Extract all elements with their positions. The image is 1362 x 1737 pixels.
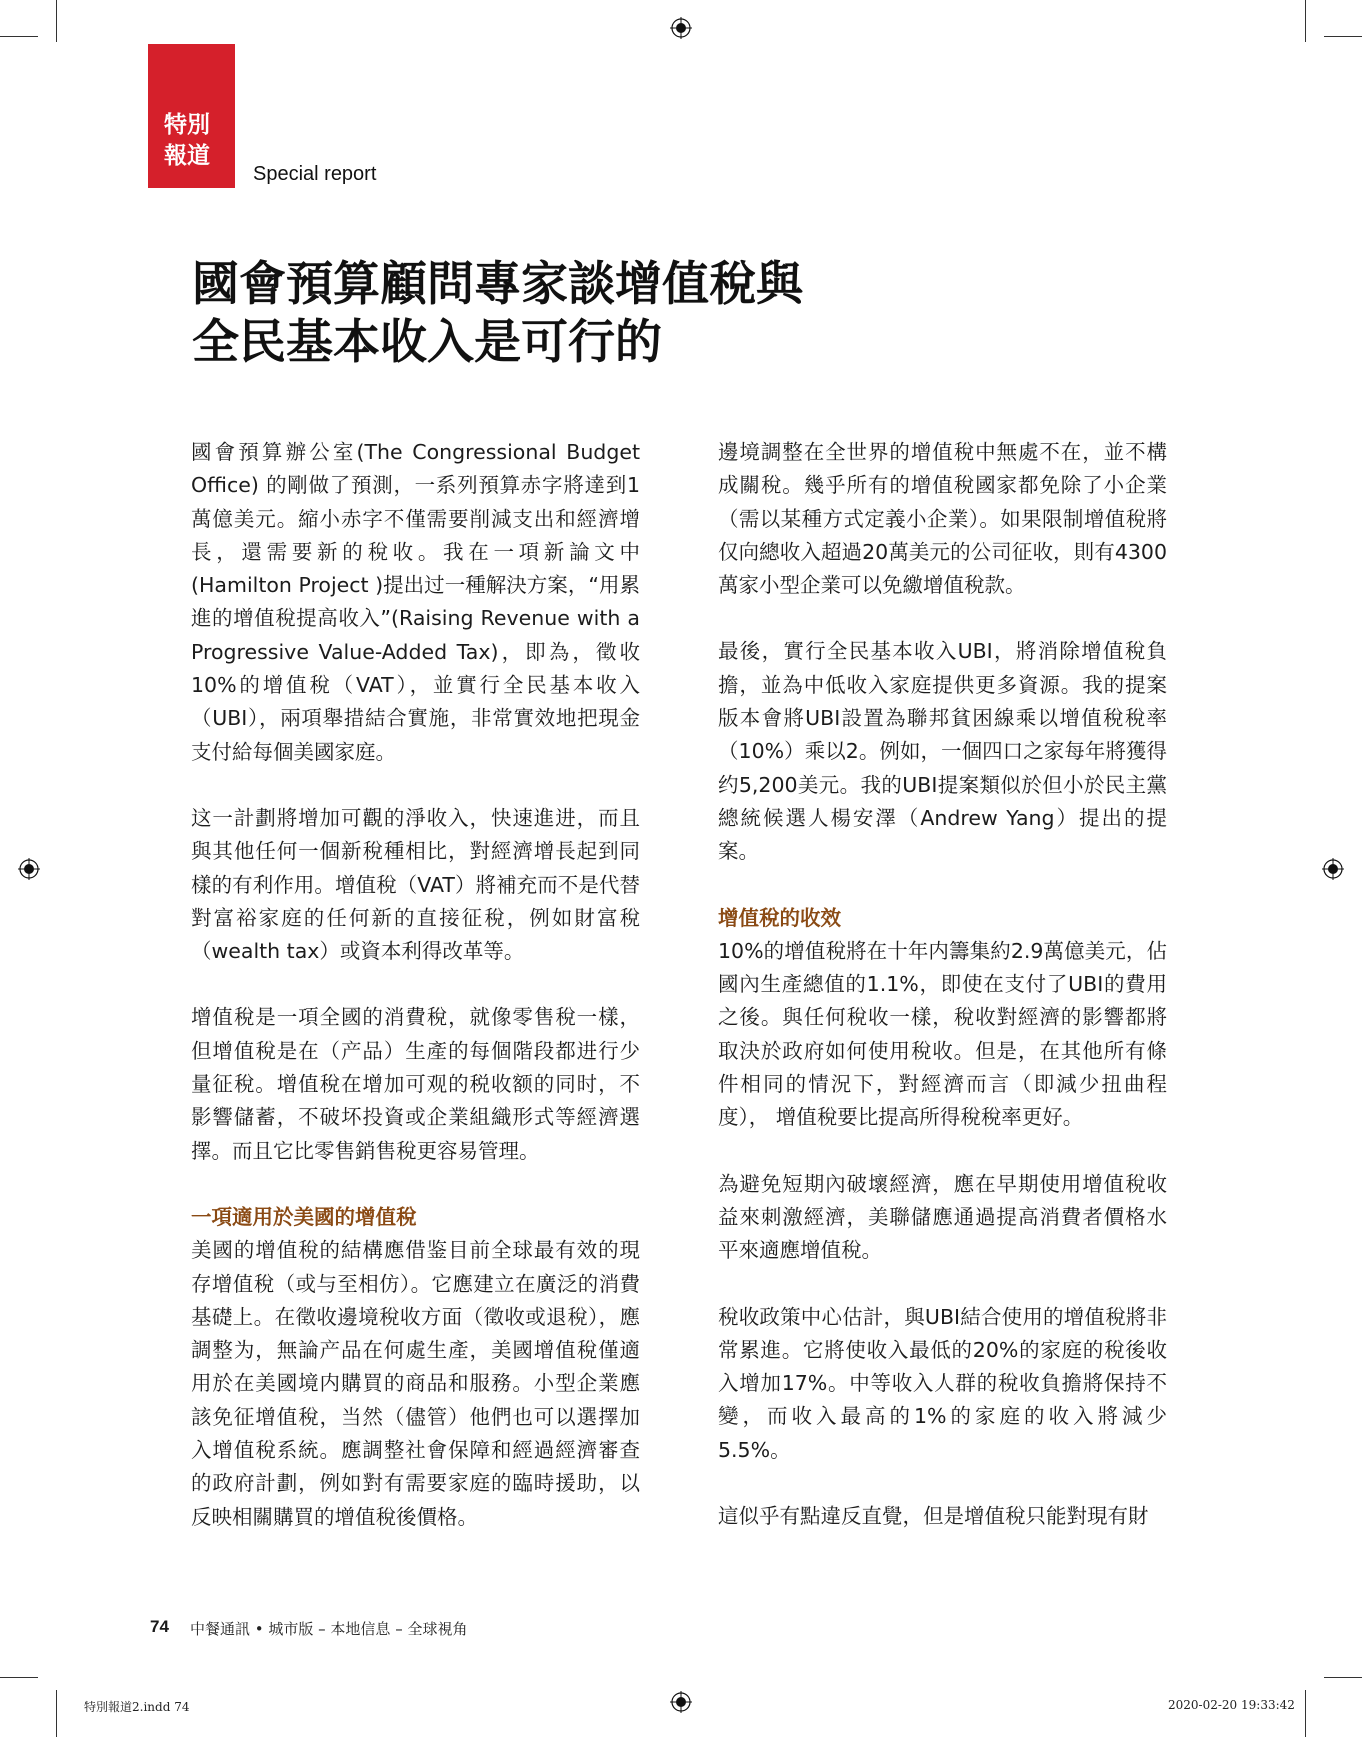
- page-number: 74: [150, 1617, 169, 1636]
- registration-mark-icon: [670, 1691, 692, 1713]
- publication-name: 中餐通訊 • 城市版 – 本地信息 – 全球視角: [190, 1620, 468, 1638]
- paragraph: 邊境調整在全世界的增值稅中無處不在，並不構成關稅。幾乎所有的增值稅國家都免除了小企業（需以某種方式定義小企業）。如果限制增值稅將仅向總收入超過20萬美元的公司征收，則有4300萬家小型企業可以免繳增值稅款。: [718, 440, 1167, 598]
- registration-mark-icon: [670, 17, 692, 39]
- article-title-line1: 國會預算顧問專家談增值稅與: [192, 257, 803, 312]
- article-column-right: [718, 436, 1167, 1566]
- article-column-left: [191, 436, 640, 1567]
- paragraph: 稅收政策中心估計，與UBI結合使用的增值稅將非常累進。它將使收入最低的20%的家庭的稅後收入增加17%。中等收入人群的稅收負擔將保持不變，而收入最高的1%的家庭的收入將減少5.5%。: [718, 1304, 1167, 1462]
- paragraph: 美國的增值稅的結構應借鉴目前全球最有效的現存增值稅（或与至相仿）。它應建立在廣泛的消費基礎上。在徵收邊境稅收方面（徵收或退稅），應調整为，無論产品在何處生產，美國增值稅僅適用於在美國境内購買的商品和服務。小型企業應該免征增值稅，当然（儘管）他們也可以選擇加入增值稅系統。應調整社會保障和經過經濟審查的政府計劃，例如對有需要家庭的臨時援助，以反映相關購買的增值稅後價格。: [191, 1238, 640, 1529]
- article-title: [192, 256, 1152, 372]
- paragraph: 這似乎有點違反直覺，但是增值稅只能對現有財: [718, 1504, 1149, 1529]
- subheading: 增值稅的收效: [718, 905, 841, 930]
- section-badge: [148, 44, 235, 188]
- slug-datetime: 2020-02-20 19:33:42: [1168, 1698, 1295, 1712]
- section-label-line1: 特別: [164, 112, 210, 138]
- paragraph: 增值稅是一項全國的消費稅，就像零售稅一樣，但增值稅是在（产品）生產的每個階段都进行少量征稅。增值稅在增加可观的税收额的同时，不影響儲蓄，不破坏投資或企業組織形式等經濟選擇。而且它比零售銷售稅更容易管理。: [191, 1005, 640, 1163]
- registration-mark-icon: [1322, 858, 1344, 880]
- paragraph: 為避免短期內破壞經濟，應在早期使用增值稅收益來刺激經濟，美聯儲應通過提高消費者價格水平來適應增值稅。: [718, 1171, 1167, 1263]
- section-label-line2: 報道: [164, 143, 210, 169]
- registration-mark-icon: [18, 858, 40, 880]
- paragraph: 这一計劃將增加可觀的淨收入，快速進进，而且與其他任何一個新稅種相比，對經濟增長起到同樣的有利作用。增值稅（VAT）將補充而不是代替 對富裕家庭的任何新的直接征稅，例如財富稅（wealth tax）或資本利得改革等。: [191, 805, 640, 964]
- article-title-line2: 全民基本收入是可行的: [192, 315, 662, 370]
- paragraph: 最後，實行全民基本收入UBI，將消除增值稅負擔，並為中低收入家庭提供更多資源。我的提案版本會將UBI設置為聯邦貧困線乘以增值稅稅率（10%）乘以2。例如，一個四口之家每年將獲得约5,200美元。我的UBI提案類似於但小於民主黨總統候選人楊安澤（Andrew Yang）提出的提案。: [718, 639, 1167, 864]
- paragraph: 國會預算辦公室(The Congressional Budget Office) 的剛做了預測，一系列預算赤字將達到1萬億美元。縮小赤字不僅需要削減支出和經濟增長，還需要新的稅收。我在一項新論文中(Hamilton Project )提出过一種解決方案，“用累進的增值稅提高收入”(Raising Revenue with a Progressive Value-Added Tax)，即為，徵收10%的增值稅（VAT），並實行全民基本收入（UBI），兩項舉措結合實施，非常實效地把現金支付給每個美國家庭。: [191, 440, 640, 764]
- paragraph: 10%的增值稅將在十年内籌集約2.9萬億美元，佔國內生產總值的1.1%，即使在支付了UBI的費用之後。與任何稅收一樣，稅收對經濟的影響都將取決於政府如何使用稅收。但是，在其他所有條件相同的情況下，對經濟而言（即減少扭曲程度）， 增值稅要比提高所得稅稅率更好。: [718, 938, 1167, 1130]
- subheading: 一項適用於美國的增值稅: [191, 1204, 417, 1229]
- slug-filename: 特別報道2.indd 74: [84, 1700, 190, 1714]
- section-label-en: Special report: [253, 163, 377, 185]
